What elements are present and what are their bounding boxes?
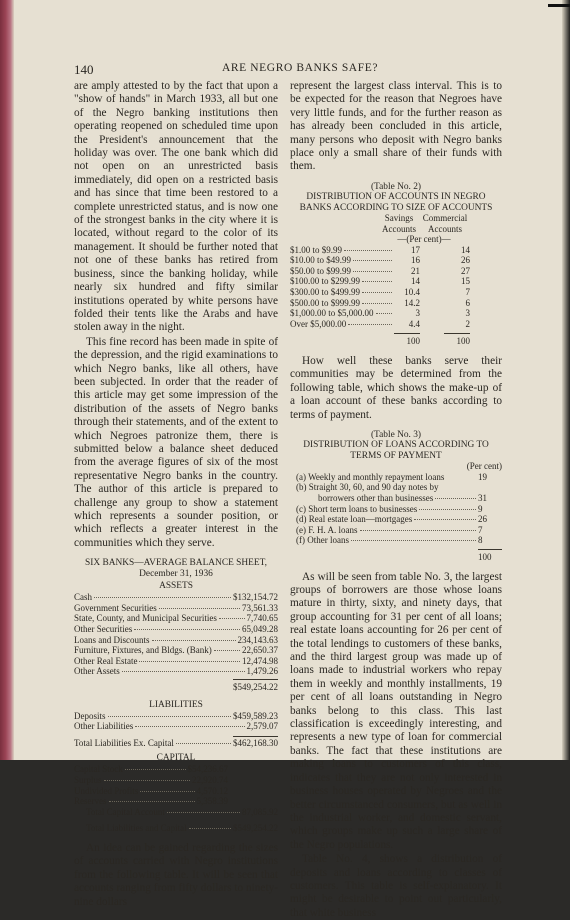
- assets-heading: ASSETS: [159, 581, 193, 592]
- table3-unit: (Per cent): [466, 461, 502, 472]
- table2-col1-header: Savings Accounts: [382, 213, 416, 234]
- table-row: Reserves 5,358.39: [74, 796, 228, 807]
- total-capital-row: Total Capital Account 87,085.92: [86, 806, 278, 817]
- table-row: Deposits $459,589.23: [74, 710, 278, 721]
- right-paragraph-4: Table No. 4, shows a distribution of deposits and loans according to classes of customers. This table is self-explanatory. It might be desirable to point out particularly, that white business: [290, 853, 502, 919]
- right-paragraph-2: How well these banks serve their communities may be determined from the following table, which shows the make-up of a loan account of these banks according to terms of payment.: [290, 354, 502, 421]
- liabilities-heading: LIABILITIES: [149, 699, 203, 710]
- assets-table: [74, 592, 278, 692]
- balance-sheet-date: December 31, 1936: [139, 569, 213, 580]
- left-paragraph-3: An idea can be gained regarding the sizes of accounts carried with Negro institutions from the following table. It will be seen that accounts ranging from fifty dollars to ninety-nine dollars: [74, 841, 278, 908]
- top-marker: [548, 4, 570, 7]
- table2-number: (Table No. 2): [370, 181, 422, 192]
- table-row: Furniture, Fixtures, and Bldgs. (Bank) 22,650.37: [74, 645, 278, 656]
- left-column: [74, 80, 278, 909]
- table-row: Other Securities 65,049.28: [74, 624, 278, 634]
- table-row: Other Assets 1,479.26: [74, 666, 278, 677]
- table-row: Capital Stock $54,236.67: [74, 764, 228, 775]
- table-row: Other Liabilities 2,579.07: [74, 721, 278, 732]
- table-row: $50.00 to $99.99 21 27: [290, 265, 470, 276]
- left-paragraph-1: are amply attested to by the fact that upon a "show of hands" in March 1933, all but one of the Negro banking institutions then operating reopened on scheduled time upon the President's announcement that the holiday was over. The one bank which did not open on an unrestricted basis immediately, did open on a restricted basis and has since that time been restored to a complete unrestricted status, and is now one of the strongest banks in the city where it is located, without regard to the color of its management. It should be further noted that not one of these banks has retired from business, since the banking holiday, while nearly six hundred and fifty similar institutions operated by white persons have folded their tents like the Arabs and have stolen away in the night.: [74, 80, 278, 334]
- table2-total-row: 100 100: [290, 333, 470, 347]
- table2-title-line1: DISTRIBUTION OF ACCOUNTS IN NEGRO: [306, 192, 486, 203]
- table-row: (b) Straight 30, 60, and 90 day notes by: [296, 482, 439, 493]
- table-row: Government Securities 73,561.33: [74, 602, 278, 613]
- page-number: 140: [74, 62, 94, 77]
- table3-number: (Table No. 3): [370, 429, 422, 440]
- table2-title-line2: BANKS ACCORDING TO SIZE OF ACCOUNTS: [299, 202, 493, 213]
- table-row: Over $5,000.00 4.4 2: [290, 318, 470, 329]
- table-row: Surplus 22,920.74: [74, 774, 228, 785]
- table-row: $1,000.00 to $5,000.00 3 3: [290, 308, 470, 319]
- table-row: $500.00 to $999.99 14.2 6: [290, 297, 470, 308]
- capital-heading: CAPITAL: [156, 753, 196, 764]
- table3-total-row: 100: [296, 549, 502, 563]
- book-spine: [0, 0, 14, 760]
- balance-sheet-title: SIX BANKS—AVERAGE BALANCE SHEET,: [85, 558, 267, 569]
- table-row: Cash $132,154.72: [74, 592, 278, 603]
- table-row: $100.00 to $299.99 14 15: [290, 276, 470, 287]
- table-row: Loans and Discounts 234,143.63: [74, 634, 278, 645]
- table2: [290, 213, 470, 347]
- table3-title-line1: DISTRIBUTION OF LOANS ACCORDING TO: [303, 440, 489, 451]
- table3: [290, 472, 502, 563]
- left-paragraph-2: This fine record has been made in spite of the depression, and the rigid examinations to which Negro banks, like all others, have been subjected. In order that the reader of this article may get some impression of the distribution of the assets of Negro banks through their statements, and of the extent to which Negroes patronize them, there is submitted below a balance sheet deduced from the average figures of six of the most representative Negro banks in the country. The author of this article is prepared to challenge any group to show a statement which represents a sounder position, or which reflects a greater interest in the communities which they serve.: [74, 335, 278, 549]
- running-head: ARE NEGRO BANKS SAFE?: [222, 62, 379, 74]
- table-row: $300.00 to $499.99 10.4 7: [290, 286, 470, 297]
- assets-total-row: $549,254.22: [74, 679, 278, 693]
- table-row: Undivided Profits 4,570.12: [74, 785, 228, 796]
- total-liabilities-row: Total Liabilities Ex. Capital $462,168.30: [74, 737, 278, 748]
- table-row: (c) Short term loans to businesses 9: [296, 503, 483, 514]
- table-row: (a) Weekly and monthly repayment loans 19: [296, 471, 487, 482]
- page-edge-shadow: [562, 0, 570, 760]
- table-row: $10.00 to $49.99 16 26: [290, 255, 470, 266]
- table-row: (f) Other loans 8: [296, 535, 483, 546]
- table2-col2-header: Commercial Accounts: [422, 213, 468, 234]
- table-row: borrowers other than businesses 31: [318, 493, 487, 504]
- table2-unit: —(Per cent)—: [397, 234, 451, 245]
- table-row: (e) F. H. A. loans 7: [296, 524, 483, 535]
- right-paragraph-1: represent the largest class interval. This is to be expected for the reason that Negroes have very little funds, and for the further reason as has already been concluded in this article, many persons who deposit with Negro banks place only a small share of their funds with them.: [290, 80, 502, 173]
- right-column: [290, 80, 502, 920]
- table3-title-line2: TERMS OF PAYMENT: [350, 450, 442, 461]
- capital-table: [74, 764, 228, 806]
- right-paragraph-3: As will be seen from table No. 3, the largest groups of borrowers are those whose loans mature in thirty, sixty, and ninety days, that group accounting for 31 per cent of all loans; real estate loans accounting for 26 per cent of the total lendings to customers of these banks, and the third largest group was made up of loans made to industrial workers who repay them in weekly and monthly installments, 19 per cent of all loans outstanding in Negro banks belong to this class. This last classification is exceedingly interesting, and represents a new type of loan for commercial banks. The fact that these institutions are making loans to customers of this class, indicates that they are not only interested in business houses operated by Negroes and the better circumstanced consumers, but as well in the industrial worker, and domestic servant, which groups make up such a large share of the Negro populations.: [290, 570, 502, 851]
- grand-total-row: Total Liabilities and Capital $549,254.22: [86, 823, 278, 834]
- table-row: $1.00 to $9.99 17 14: [290, 244, 470, 255]
- table-row: Other Real Estate 12,474.98: [74, 655, 278, 666]
- table-row: (d) Real estate loan—mortgages 26: [296, 514, 487, 525]
- table-row: State, County, and Municipal Securities 7,740.65: [74, 613, 278, 624]
